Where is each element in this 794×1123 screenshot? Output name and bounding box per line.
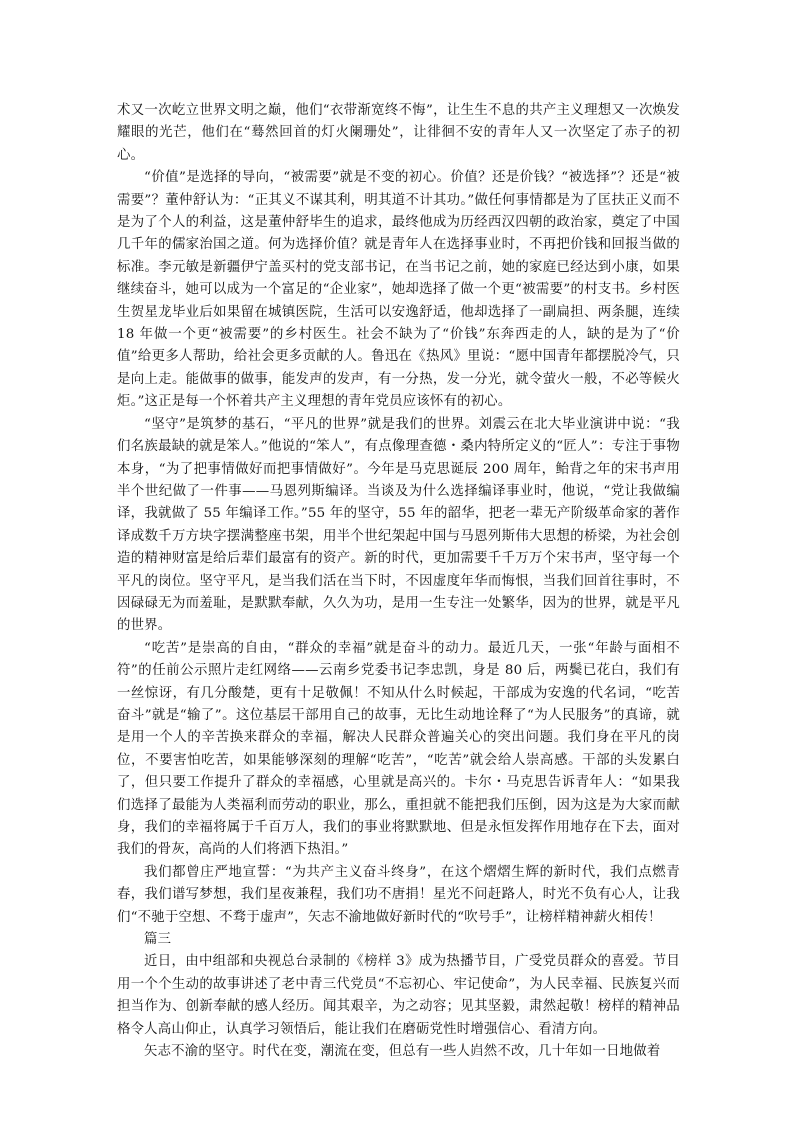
- section-heading: 篇三: [144, 932, 172, 948]
- paragraph-role-models: 近日，由中组部和央视总台录制的《榜样 3》成为热播节目，广受党员群众的喜爱。节目用一个个生动的故事讲述了老中青三代党员“不忘初心、牢记使命”，为人民幸福、民族复兴而担当作为、创新奉献的感人经历。闻其艰辛，为之动容；见其坚毅，肃然起敬！榜样的精神品格令人高山仰止，认真学习领悟后，能让我们在磨砺党性时增强信心、看清方向。: [117, 954, 680, 1037]
- paragraph-1: 术又一次屹立世界文明之巅，他们“衣带渐宽终不悔”，让生生不息的共产主义理想又一次焕发耀眼的光芒，他们在“蓦然回首的灯火阑珊处”，让徘徊不安的青年人又一次坚定了赤子的初心。: [117, 103, 680, 163]
- paragraph-oath: 我们都曾庄严地宣誓：“为共产主义奋斗终身”，在这个熠熠生辉的新时代，我们点燃青春，我们谱写梦想，我们星夜兼程，我们功不唐捐！星光不问赶路人，时光不负有心人，让我们“不驰于空想、不骛于虚声”，矢志不渝地做好新时代的“吹号手”，让榜样精神薪火相传！: [117, 864, 680, 925]
- paragraph-persistence: “坚守”是筑梦的基石，“平凡的世界”就是我们的世界。刘震云在北大毕业演讲中说：“我们名族最缺的就是笨人。”他说的“笨人”，有点像理查德・桑内特所定义的“匠人”：专注于事物本身，“为了把事情做好而把事情做好”。今年是马克思诞辰 200 周年，鲐背之年的宋书声用半个世纪做了一件事——马恩列斯编译。当谈及为什么选择编译事业时，他说，“党让我做编译，我就做了 55 年编译工作。”55 年的坚守，55 年的韶华，把老一辈无产阶级革命家的著作译成数千万方块字摆满整座书架，用半个世纪架起中国与马恩列斯伟大思想的桥梁，为社会创造的精神财富是给后辈们最富有的资产。新的时代，更加需要千千万万个宋书声，坚守每一个平凡的岗位。坚守平凡，是当我们活在当下时，不因虚度年华而悔恨，当我们回首往事时，不因碌碌无为而羞耻，是默默奉献，久久为功，是用一生专注一处繁华，因为的世界，就是平凡的世界。: [117, 416, 680, 634]
- paragraph-steadfast: 矢志不渝的坚守。时代在变，潮流在变，但总有一些人岿然不改，几十年如一日地做着: [144, 1044, 661, 1060]
- paragraph-value: “价值”是选择的导向，“被需要”就是不变的初心。价值？还是价钱？“被选择”？还是“被需要”？董仲舒认为：“正其义不谋其利，明其道不计其功。”做任何事情都是为了匡扶正义而不是为了个人的利益，这是董仲舒毕生的追求，最终他成为历经西汉四朝的政治家，奠定了中国几千年的儒家治国之道。何为选择价值？就是青年人在选择事业时，不再把价钱和回报当做的标准。李元敏是新疆伊宁盖买村的党支部书记，在当书记之前，她的家庭已经达到小康，如果继续奋斗，她可以成为一个富足的“企业家”，她却选择了做一个更“被需要”的村支书。乡村医生贺星龙毕业后如果留在城镇医院，生活可以安逸舒适，他却选择了一副扁担、两条腿，连续 18 年做一个更“被需要”的乡村医生。社会不缺为了“价钱”东奔西走的人，缺的是为了“价值”给更多人帮助，给社会更多贡献的人。鲁迅在《热风》里说：“愿中国青年都摆脱冷气，只是向上走。能做事的做事，能发声的发声，有一分热，发一分光，就令萤火一般，不必等候火炬。”这正是每一个怀着共产主义理想的青年党员应该怀有的初心。: [117, 170, 680, 410]
- document-page: [117, 100, 680, 1063]
- paragraph-hardship: “吃苦”是崇高的自由，“群众的幸福”就是奋斗的动力。最近几天，一张“年龄与面相不符”的任前公示照片走红网络——云南乡党委书记李忠凯，身是 80 后，两鬓已花白，我们有一丝惊讶，有几分酸楚，更有十足敬佩！不知从什么时候起，干部成为安逸的代名词，“吃苦奋斗”就是“输了”。这位基层干部用自己的故事，无比生动地诠释了“为人民服务”的真谛，就是用一个人的辛苦换来群众的幸福，解决人民群众普遍关心的突出问题。我们身在平凡的岗位，不要害怕吃苦，如果能够深刻的理解“吃苦”，“吃苦”就会给人崇高感。干部的头发累白了，但只要工作提升了群众的幸福感，心里就是高兴的。卡尔・马克思告诉青年人：“如果我们选择了最能为人类福利而劳动的职业，那么，重担就不能把我们压倒，因为这是为大家而献身，我们的幸福将属于千百万人，我们的事业将默默地、但是永恒发挥作用地存在下去，面对我们的骨灰，高尚的人们将洒下热泪。”: [117, 640, 680, 858]
